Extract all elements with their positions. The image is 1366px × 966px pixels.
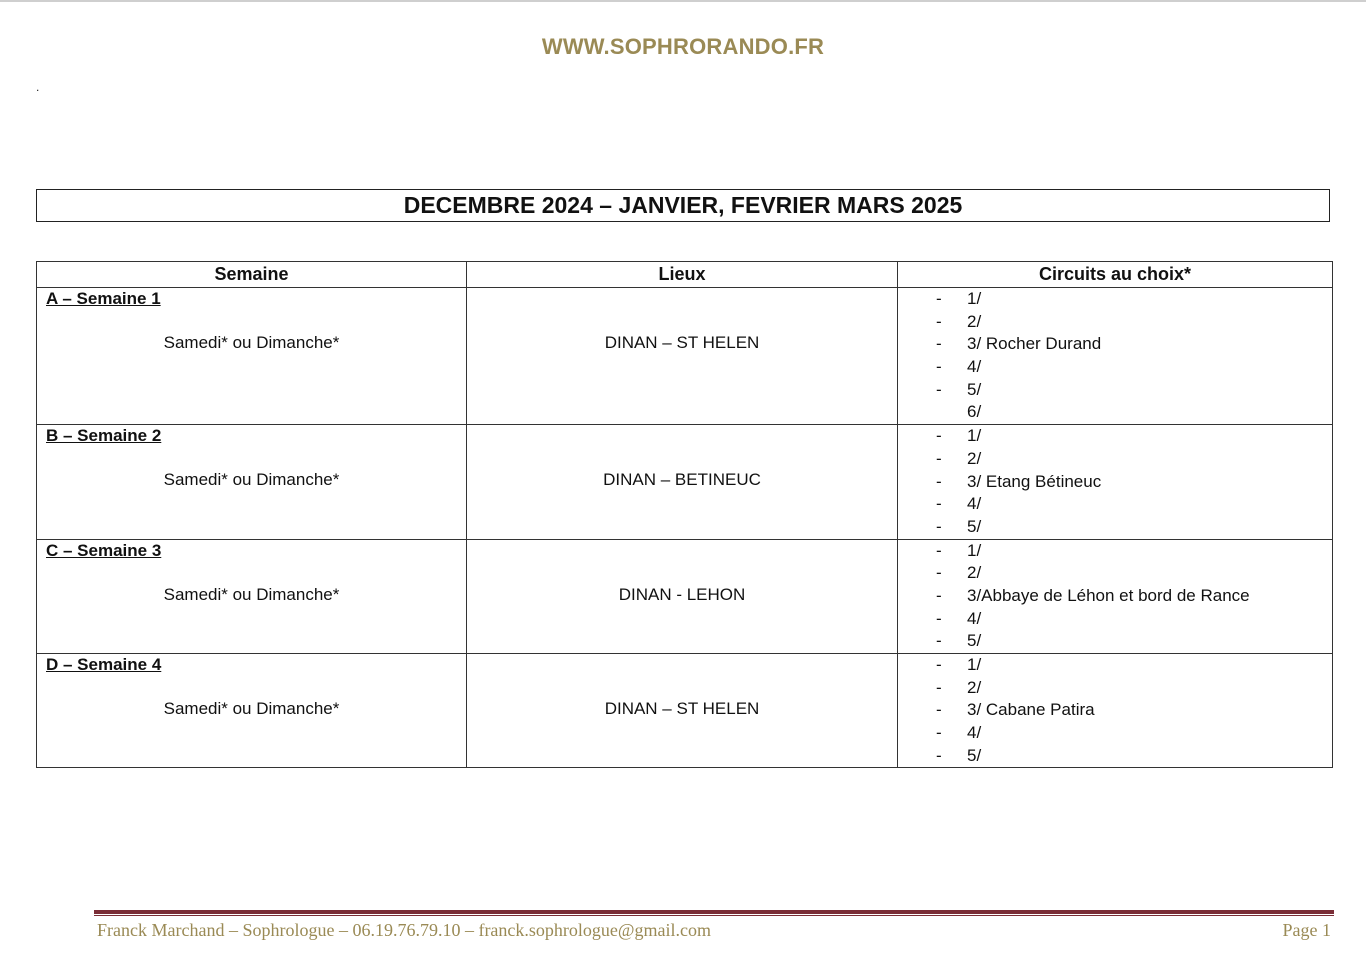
circuit-item — [898, 379, 1332, 402]
list-dash: - — [936, 723, 942, 743]
footer-page-number: Page 1 — [1282, 920, 1331, 940]
footer-rule-thick — [94, 910, 1334, 914]
place-cell — [467, 539, 898, 653]
week-cell — [37, 425, 467, 539]
circuits-cell — [898, 539, 1333, 653]
circuit-item — [898, 288, 1332, 311]
circuit-item — [898, 540, 1332, 563]
week-days: Samedi* ou Dimanche* — [163, 333, 340, 352]
list-dash: - — [936, 471, 942, 491]
circuit-item — [898, 425, 1332, 448]
list-dash: - — [936, 700, 942, 720]
place-name: DINAN – ST HELEN — [604, 333, 760, 352]
header-lieux: Lieux — [467, 262, 898, 288]
list-dash: - — [936, 426, 942, 446]
week-cell — [37, 288, 467, 425]
list-dash: - — [936, 608, 942, 628]
place-cell — [467, 654, 898, 768]
circuit-item — [898, 516, 1332, 539]
list-dash: - — [936, 655, 942, 674]
circuit-item — [898, 448, 1332, 471]
list-dash: - — [936, 357, 942, 377]
place-cell — [467, 288, 898, 425]
circuits-cell — [898, 425, 1333, 539]
list-dash: - — [936, 334, 942, 354]
circuits-cell — [898, 288, 1333, 425]
table-row — [37, 539, 1333, 653]
list-dash: - — [936, 563, 942, 583]
circuit-text: 3/ Etang Bétineuc — [967, 471, 1102, 491]
list-dash: - — [936, 494, 942, 514]
circuit-text: 5/ — [967, 379, 982, 399]
list-dash: - — [936, 311, 942, 331]
header-semaine: Semaine — [37, 262, 467, 288]
circuit-item — [898, 608, 1332, 631]
week-days: Samedi* ou Dimanche* — [163, 699, 340, 718]
week-label: B – Semaine 2 — [46, 426, 162, 446]
circuit-text: 1/ — [967, 426, 982, 446]
table-row — [37, 288, 1333, 425]
circuit-item — [898, 401, 1332, 424]
circuit-text: 3/ Rocher Durand — [967, 334, 1102, 354]
week-cell — [37, 539, 467, 653]
circuits-cell — [898, 654, 1333, 768]
week-label: C – Semaine 3 — [46, 540, 162, 560]
circuit-list — [898, 654, 1332, 767]
circuit-text: 5/ — [967, 631, 982, 651]
circuit-item — [898, 630, 1332, 653]
table-row — [37, 425, 1333, 539]
list-dash: - — [936, 677, 942, 697]
circuit-item — [898, 722, 1332, 745]
circuit-text: 4/ — [967, 608, 982, 628]
stray-dot: . — [36, 80, 40, 94]
place-name: DINAN - LEHON — [618, 584, 746, 604]
list-dash: - — [936, 448, 942, 468]
footer-rule-thin — [94, 915, 1334, 916]
circuit-text: 5/ — [967, 745, 982, 765]
place-cell — [467, 425, 898, 539]
list-dash: - — [936, 289, 942, 308]
circuit-item — [898, 654, 1332, 677]
circuit-text: 1/ — [967, 289, 982, 308]
footer-contact: Franck Marchand – Sophrologue – 06.19.76.79.10 – franck.sophrologue@gmail.com — [97, 920, 711, 940]
circuit-text: 4/ — [967, 723, 982, 743]
circuit-item — [898, 311, 1332, 334]
list-dash: - — [936, 540, 942, 560]
circuit-text: 5/ — [967, 516, 982, 536]
table-row — [37, 654, 1333, 768]
circuit-list — [898, 540, 1332, 653]
circuit-text: 6/ — [967, 402, 982, 422]
circuit-text: 1/ — [967, 540, 982, 560]
circuit-item — [898, 493, 1332, 516]
list-dash: - — [936, 745, 942, 765]
circuit-text: 2/ — [967, 677, 982, 697]
header-circuits: Circuits au choix* — [898, 262, 1333, 288]
circuit-text: 2/ — [967, 563, 982, 583]
table-header-row — [37, 262, 1333, 288]
place-name: DINAN – BETINEUC — [603, 470, 761, 490]
list-dash: - — [936, 516, 942, 536]
week-days: Samedi* ou Dimanche* — [163, 584, 340, 604]
circuit-item — [898, 562, 1332, 585]
list-dash: - — [936, 585, 942, 605]
circuit-list — [898, 288, 1332, 424]
circuit-item — [898, 745, 1332, 768]
week-cell — [37, 654, 467, 768]
week-days: Samedi* ou Dimanche* — [163, 470, 340, 490]
circuit-text: 4/ — [967, 357, 982, 377]
circuit-item — [898, 699, 1332, 722]
week-label: D – Semaine 4 — [46, 655, 162, 674]
circuit-text: 1/ — [967, 655, 982, 674]
circuit-text: 4/ — [967, 494, 982, 514]
schedule-title — [36, 189, 1330, 222]
site-url-heading: WWW.SOPHRORANDO.FR — [541, 34, 825, 59]
circuit-item — [898, 333, 1332, 356]
page-top-border — [0, 0, 1366, 2]
circuit-item — [898, 677, 1332, 700]
list-dash: - — [936, 631, 942, 651]
week-label: A – Semaine 1 — [46, 289, 161, 308]
circuit-item — [898, 356, 1332, 379]
schedule-title-text: DECEMBRE 2024 – JANVIER, FEVRIER MARS 2025 — [403, 192, 963, 218]
schedule-table — [36, 261, 1333, 768]
circuit-text: 3/ Cabane Patira — [967, 700, 1095, 720]
list-dash: - — [936, 379, 942, 399]
circuit-list — [898, 425, 1332, 538]
circuit-text: 2/ — [967, 311, 982, 331]
place-name: DINAN – ST HELEN — [604, 699, 760, 718]
circuit-item — [898, 471, 1332, 494]
circuit-item — [898, 585, 1332, 608]
circuit-text: 3/Abbaye de Léhon et bord de Rance — [967, 585, 1250, 605]
circuit-text: 2/ — [967, 448, 982, 468]
